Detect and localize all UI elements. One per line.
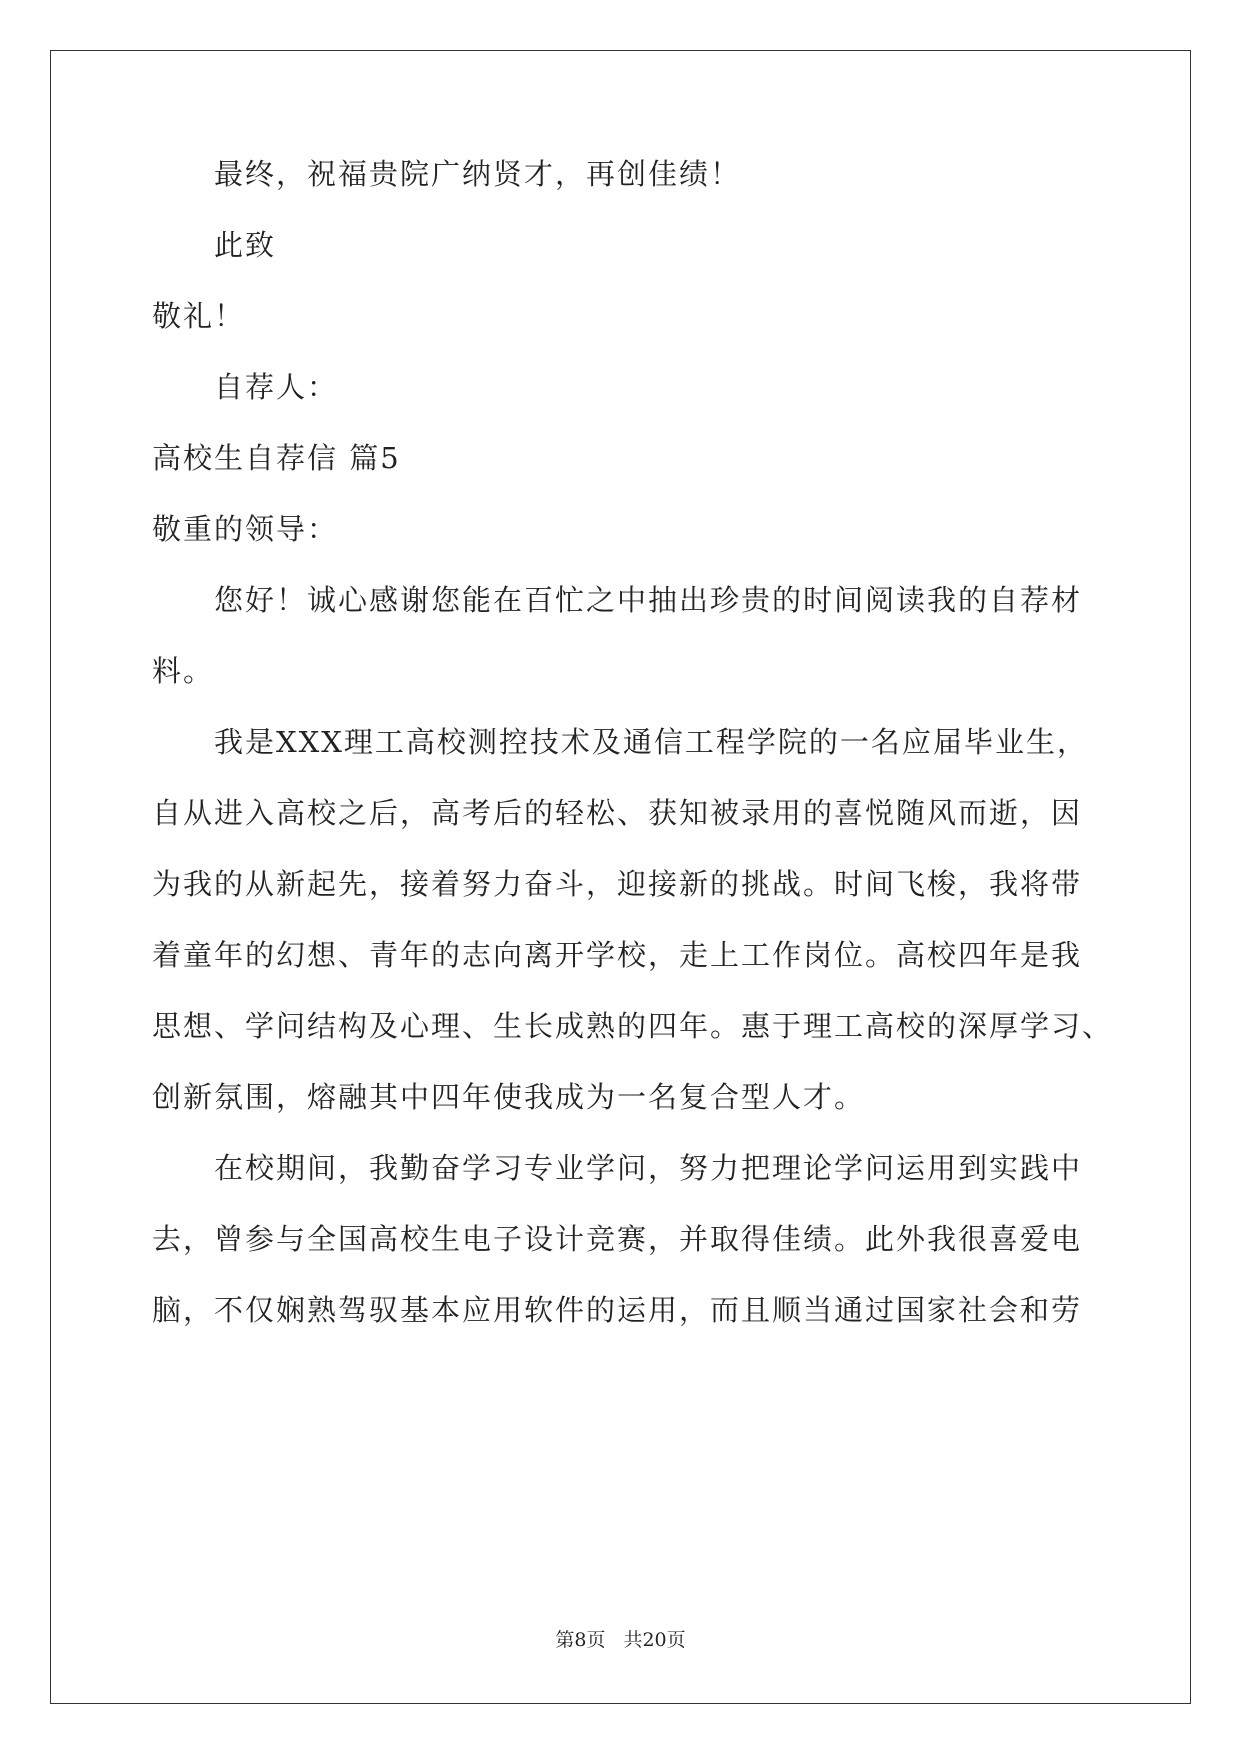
paragraph-line: 在校期间，我勤奋学习专业学问，努力把理论学问运用到实践中	[214, 1151, 1083, 1185]
current-page-number: 第8页	[555, 1629, 606, 1651]
salutation-ci-zhi: 此致	[214, 228, 277, 262]
paragraph-line: 料。	[152, 654, 215, 688]
paragraph-line: 为我的从新起先，接着努力奋斗，迎接新的挑战。时间飞梭，我将带	[152, 867, 1083, 901]
paragraph-line: 思想、学问结构及心理、生长成熟的四年。惠于理工高校的深厚学习、	[152, 1009, 1114, 1043]
letter-greeting: 敬重的领导：	[152, 512, 339, 546]
signature-label: 自荐人：	[214, 370, 339, 404]
total-page-count: 共20页	[623, 1629, 686, 1651]
salutation-jing-li: 敬礼！	[152, 299, 246, 333]
page-footer	[0, 1628, 1241, 1652]
closing-wish: 最终，祝福贵院广纳贤才，再创佳绩！	[214, 157, 742, 191]
section-heading: 高校生自荐信 篇5	[152, 441, 401, 475]
paragraph-line: 脑，不仅娴熟驾驭基本应用软件的运用，而且顺当通过国家社会和劳	[152, 1293, 1083, 1327]
paragraph-line: 我是XXX理工高校测控技术及通信工程学院的一名应届毕业生，	[214, 725, 1088, 759]
paragraph-line: 着童年的幻想、青年的志向离开学校，走上工作岗位。高校四年是我	[152, 938, 1083, 972]
paragraph-line: 去，曾参与全国高校生电子设计竞赛，并取得佳绩。此外我很喜爱电	[152, 1222, 1083, 1256]
paragraph-line: 创新氛围，熔融其中四年使我成为一名复合型人才。	[152, 1080, 866, 1114]
paragraph-line: 自从进入高校之后，高考后的轻松、获知被录用的喜悦随风而逝，因	[152, 796, 1083, 830]
paragraph-line: 您好！诚心感谢您能在百忙之中抽出珍贵的时间阅读我的自荐材	[214, 583, 1083, 617]
